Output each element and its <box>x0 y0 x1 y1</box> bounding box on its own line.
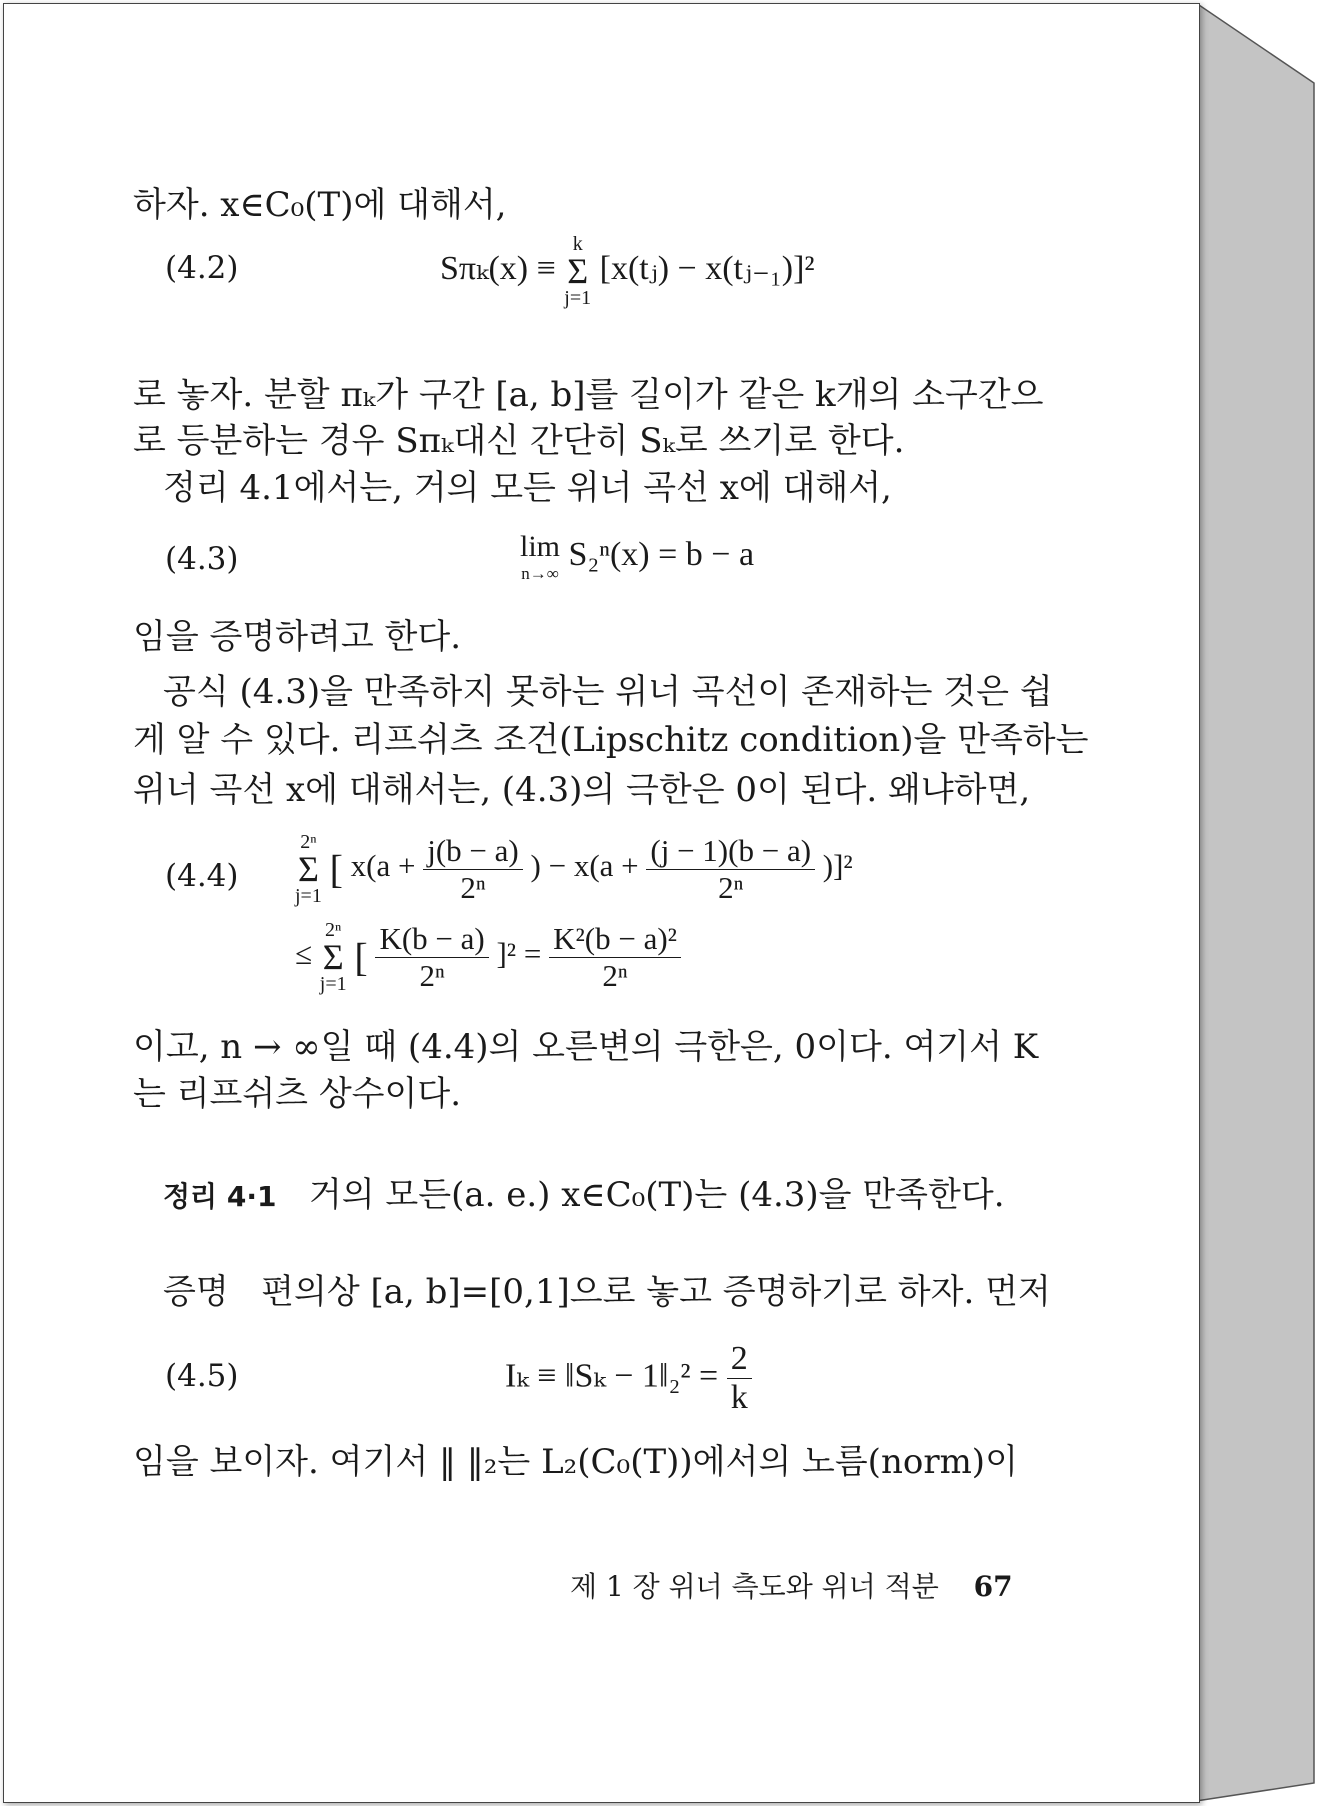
page-footer <box>570 1565 1013 1605</box>
fraction: $\frac{j(b - a)}{\text{2ⁿ}}$ <box>423 833 523 906</box>
text-line: 는 리프쉬츠 상수이다. <box>133 1074 462 1114</box>
fraction: $\frac{(j - 1)(b - a)}{\text{2ⁿ}}$ <box>646 833 815 906</box>
proof-text: 편의상 [a, b]=[0,1]으로 놓고 증명하기로 하자. 먼저 <box>261 1272 1051 1312</box>
sum-upper: k <box>572 233 583 255</box>
equation-4-2 <box>440 234 815 308</box>
summation: 2ⁿ Σ j=1 <box>319 919 347 995</box>
sum-lower: j=1 <box>564 287 592 309</box>
equation-number: (4.4) <box>165 858 239 894</box>
equation-4-5 <box>505 1340 752 1417</box>
text-line: 정리 4.1에서는, 거의 모든 위너 곡선 x에 대해서, <box>163 468 892 508</box>
eq-part: x(a + <box>350 848 416 884</box>
fraction: $\frac{\text{K²(b − a)²}}{\text{2ⁿ}}$ <box>549 921 681 994</box>
equation-4-4-line2: ≤ 2ⁿ Σ j=1 [ $\frac{K(b - a)}{\text{2ⁿ}}$ ]² = $\frac{\text{K²(b − a)²}}{\text{2ⁿ}}$ <box>295 920 681 994</box>
equation-number: (4.3) <box>165 541 239 577</box>
summation: k Σ j=1 <box>564 233 592 309</box>
book-spine-edge <box>1196 3 1316 1801</box>
page-number: 67 <box>973 1570 1013 1603</box>
theorem-text: 거의 모든(a. e.) x∈C₀(T)는 (4.3)을 만족한다. <box>308 1175 1005 1215</box>
text-line: 로 놓자. 분할 πₖ가 구간 [a, b]를 길이가 같은 k개의 소구간으 <box>133 375 1044 415</box>
text-line: 임을 보이자. 여기서 ‖ ‖₂는 L₂(C₀(T))에서의 노름(norm)이 <box>133 1442 1018 1482</box>
equation-number: (4.2) <box>165 250 239 286</box>
text-line: 게 알 수 있다. 리프쉬츠 조건(Lipschitz condition)을 만족하는 <box>133 720 1089 760</box>
theorem-label: 정리 4·1 <box>163 1180 277 1213</box>
eq-lhs: Sπₖ(x) ≡ <box>440 249 556 287</box>
text-line: 로 등분하는 경우 Sπₖ대신 간단히 Sₖ로 쓰기로 한다. <box>133 421 905 461</box>
eq-rhs: [x(tⱼ) − x(tⱼ₋₁)]² <box>599 249 815 287</box>
equation-4-4-line1: 2ⁿ Σ j=1 [ x(a + $\frac{j(b - a)}{\text{2ⁿ}}$ ) − x(a + $\frac{(j - 1)(b - a)}{\text{2ⁿ}}$ )]² <box>295 831 853 907</box>
eq-body: Iₖ ≡ ‖Sₖ − 1‖₂² = <box>505 1357 719 1395</box>
text-line: 임을 증명하려고 한다. <box>133 617 462 657</box>
eq-part: ]² = <box>496 936 542 972</box>
fraction: $\frac{2}{k}$ <box>727 1340 752 1417</box>
text-line: 위너 곡선 x에 대해서는, (4.3)의 극한은 0이 된다. 왜냐하면, <box>133 770 1031 810</box>
proof-start <box>163 1270 1051 1314</box>
eq-body: S₂ⁿ(x) = b − a <box>568 535 755 573</box>
fraction: $\frac{K(b - a)}{\text{2ⁿ}}$ <box>375 921 488 994</box>
text-line: 이고, n → ∞일 때 (4.4)의 오른변의 극한은, 0이다. 여기서 K <box>133 1027 1039 1067</box>
equation-number: (4.5) <box>165 1358 239 1394</box>
equation-4-3 <box>520 530 754 584</box>
text-line: 공식 (4.3)을 만족하지 못하는 위너 곡선이 존재하는 것은 쉽 <box>163 672 1053 712</box>
eq-part: )]² <box>822 848 853 884</box>
summation: 2ⁿ Σ j=1 <box>295 831 322 907</box>
chapter-title: 제 1 장 위너 측도와 위너 적분 <box>570 1570 939 1603</box>
theorem-statement <box>163 1173 1005 1219</box>
eq-part: ) − x(a + <box>530 848 639 884</box>
text-line: 하자. x∈C₀(T)에 대해서, <box>133 185 507 225</box>
proof-label: 증명 <box>163 1272 229 1312</box>
limit: lim n→∞ <box>520 530 561 583</box>
